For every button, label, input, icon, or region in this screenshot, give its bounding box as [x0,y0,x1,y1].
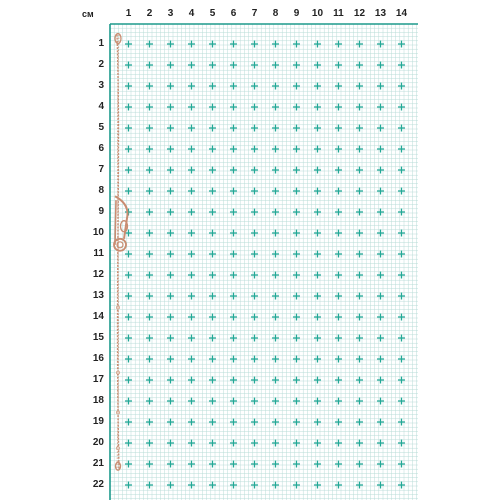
x-tick-label: 4 [188,8,195,19]
y-tick-label: 1 [98,38,104,49]
y-tick-label: 13 [92,290,104,301]
clasp-hook [115,196,128,239]
y-tick-label: 10 [92,227,104,238]
x-tick-label: 10 [311,8,324,19]
x-tick-label: 11 [333,8,344,19]
chain-bead [116,447,119,450]
y-tick-label: 4 [98,101,104,112]
y-tick-label: 5 [98,122,104,133]
x-tick-label: 8 [272,8,279,19]
y-tick-label: 6 [98,143,104,154]
y-tick-label: 9 [98,206,104,217]
y-tick-label: 2 [98,59,104,70]
y-tick-label: 22 [92,479,104,490]
x-tick-label: 6 [230,8,237,19]
x-tick-label: 7 [251,8,258,19]
x-tick-label: 13 [374,8,387,19]
y-tick-label: 17 [92,374,104,385]
y-tick-label: 19 [92,416,104,427]
x-tick-label: 5 [209,8,216,19]
chain-bead [116,306,119,309]
y-tick-label: 14 [92,311,104,322]
y-tick-label: 7 [98,164,104,175]
y-tick-label: 11 [93,248,104,259]
x-tick-label: 1 [125,8,132,19]
y-tick-label: 16 [92,353,104,364]
chain-bead [116,411,119,414]
chain-bead [116,371,119,374]
x-tick-label: 3 [167,8,174,19]
x-tick-label: 9 [293,8,300,19]
y-tick-label: 12 [92,269,104,280]
x-tick-label: 12 [353,8,366,19]
y-tick-label: 8 [98,185,104,196]
x-tick-label: 14 [395,8,408,19]
y-tick-label: 3 [98,80,104,91]
y-tick-label: 20 [92,437,104,448]
x-tick-label: 2 [146,8,153,19]
y-tick-label: 18 [92,395,104,406]
unit-label: см [82,9,94,19]
y-tick-label: 21 [92,458,104,469]
clasp-bar [115,200,116,245]
chain-end-ring [115,34,121,44]
y-tick-label: 15 [92,332,104,343]
